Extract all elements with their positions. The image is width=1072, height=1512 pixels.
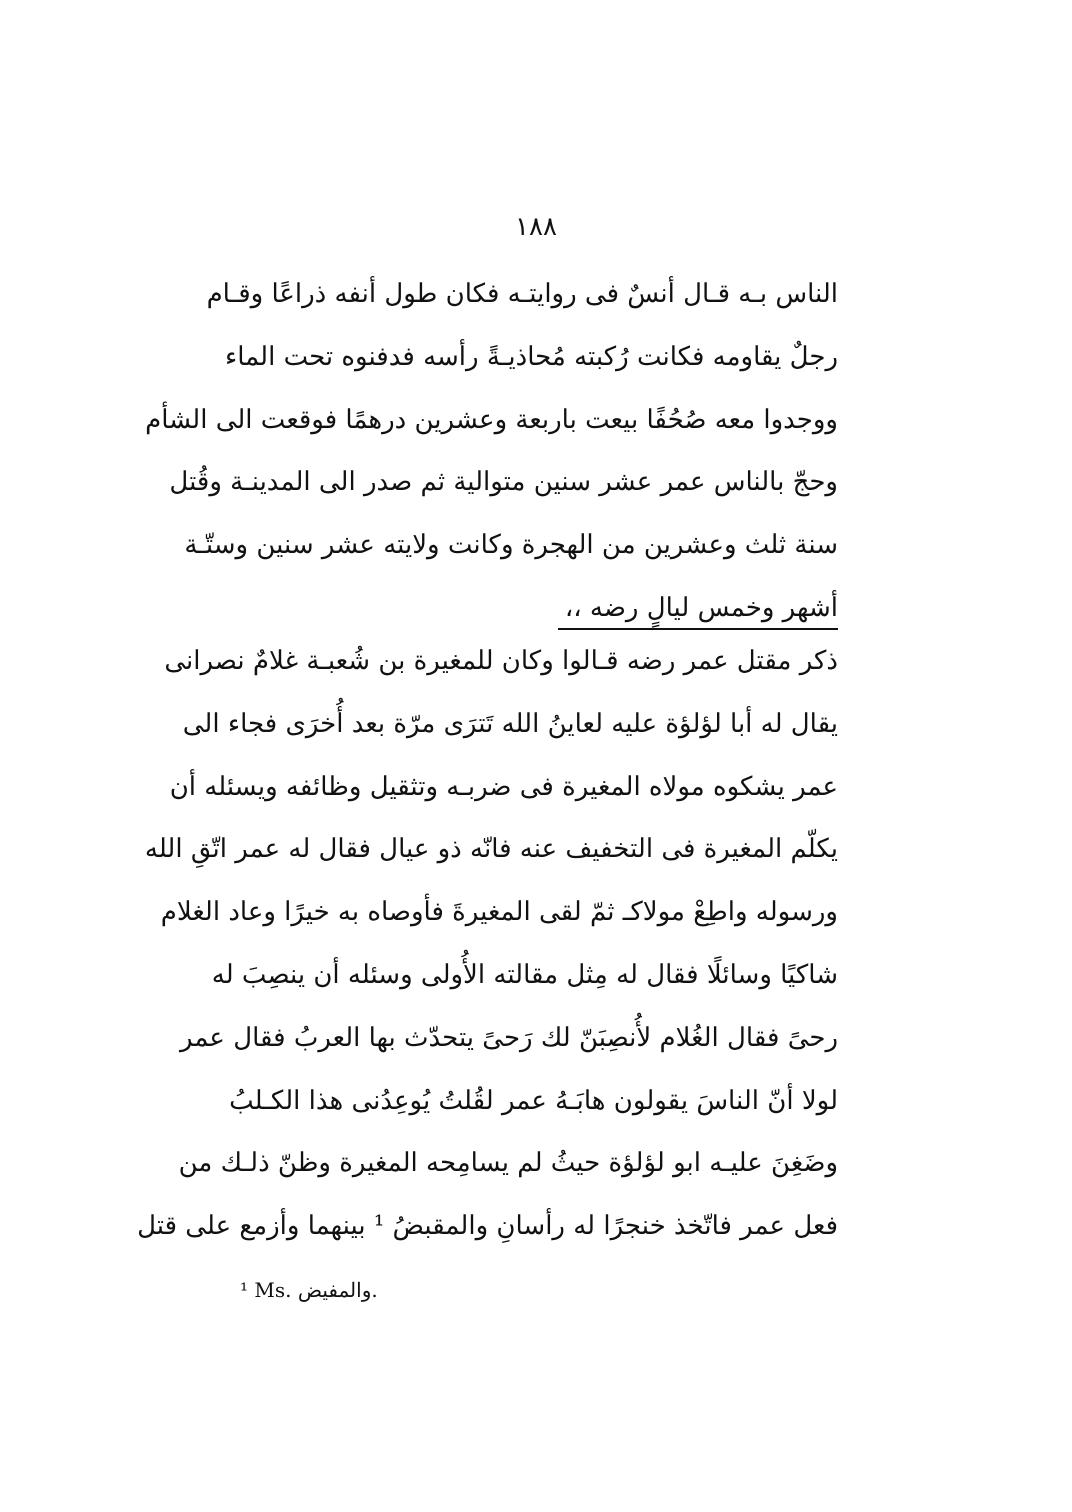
text-line: لولا أنّ الناسَ يقولون هابَـهُ عمر لقُلتُ يُوعِدُنى هذا الكـلبُ xyxy=(229,1085,838,1116)
footnote: ¹ Ms. والمفيض. xyxy=(240,1278,378,1302)
text-line: رحىً فقال الغُلام لأُنصِبَنّ لك رَحىً يتحدّث بها العربُ فقال عمر xyxy=(180,1022,838,1053)
text-line: عمر يشكوه مولاه المغيرة فى ضربـه وتثقيل وظائفه ويسئله أن xyxy=(169,771,838,802)
text-line: الناس بـه قـال أنسٌ فى روايتـه فكان طول أنفه ذراعًا وقـام xyxy=(206,279,838,309)
text-line: يكلّم المغيرة فى التخفيف عنه فانّه ذو عيال فقال له عمر اتّقِ الله xyxy=(144,834,838,865)
second-passage xyxy=(137,630,838,1258)
text-line: شاكيًا وسائلًا فقال له مِثل مقالته الأُولى وسئله أن ينصِبَ له xyxy=(211,959,838,990)
text-line: وضَغِنَ عليـه ابو لؤلؤة حيثُ لم يسامِحه المغيرة وظنّ ذلـك من xyxy=(178,1148,838,1179)
text-line: أشهر وخمس ليالٍ رضه ،، xyxy=(564,592,838,623)
text-line: وحجّ بالناس عمر عشر سنين متوالية ثم صدر الى المدينـة وقُتل xyxy=(169,467,838,498)
text-line: رجلٌ يقاومه فكانت رُكبته مُحاذيـةً رأسه فدفنوه تحت الماء xyxy=(225,341,838,372)
text-line: سنة ثلث وعشرين من الهجرة وكانت ولايته عشر سنين وستّـة xyxy=(184,530,838,561)
text-line: يقال له أبا لؤلؤة عليه لعاينُ الله تَترَى مرّة بعد أُخرَى فجاء الى xyxy=(182,708,838,739)
text-line: ورسوله واطِعْ مولاكـ ثمّ لقى المغيرةَ فأوصاه به خيرًا وعاد الغلام xyxy=(160,897,838,928)
page-number: ١٨٨ xyxy=(515,212,557,242)
text-line: ذكر مقتل عمر رضه قـالوا وكان للمغيرة بن شُعبـة غلامٌ نصرانى xyxy=(164,646,838,676)
text-line: ووجدوا معه صُحُفًا بيعت باربعة وعشرين درهمًا فوقعت الى الشأم xyxy=(145,404,838,435)
text-line: فعل عمر فاتّخذ خنجرًا له رأسانِ والمقبضُ ¹ بينهما وأزمع على قتل xyxy=(137,1211,838,1242)
first-passage xyxy=(145,263,838,640)
